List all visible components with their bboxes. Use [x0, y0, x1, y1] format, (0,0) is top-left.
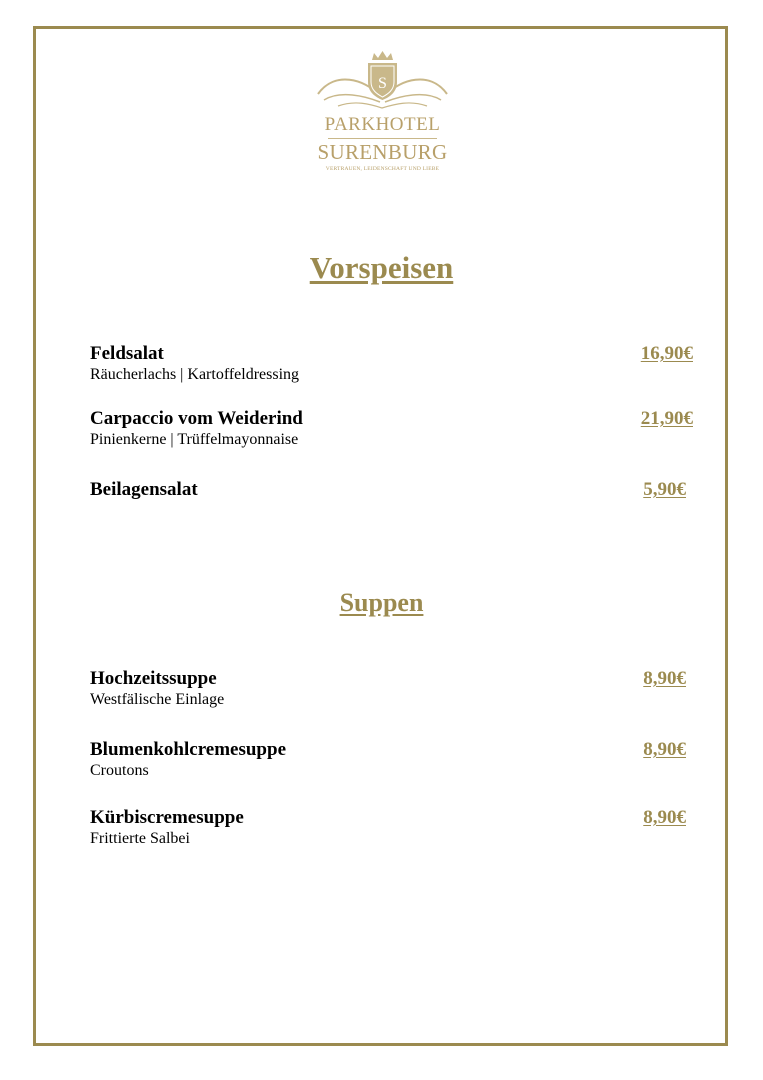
crest-monogram: S [378, 75, 387, 92]
menu-item [90, 408, 695, 450]
item-price: 5,90€ [643, 479, 686, 500]
item-description: Westfälische Einlage [90, 691, 225, 708]
item-name: Blumenkohlcremesuppe [90, 739, 287, 760]
menu-item [90, 479, 695, 501]
crest-icon [310, 50, 455, 114]
section-title-suppen: Suppen [339, 588, 424, 617]
menu-item [90, 807, 695, 849]
item-name: Hochzeitssuppe [90, 668, 217, 689]
item-price: 8,90€ [643, 807, 686, 828]
menu-item [90, 739, 695, 781]
item-description: Räucherlachs | Kartoffeldressing [90, 366, 300, 383]
item-price: 16,90€ [640, 343, 693, 364]
section-title-vorspeisen: Vorspeisen [309, 250, 454, 285]
item-description: Frittierte Salbei [90, 830, 190, 847]
brand-divider [328, 138, 437, 139]
item-description: Croutons [90, 762, 149, 779]
menu-item [90, 343, 695, 385]
item-name: Kürbiscremesuppe [90, 807, 244, 828]
brand-name-line1: PARKHOTEL [324, 114, 441, 135]
menu-item [90, 668, 695, 710]
item-price: 8,90€ [643, 739, 686, 760]
item-name: Carpaccio vom Weiderind [90, 408, 303, 429]
brand-name-line2: SURENBURG [317, 140, 448, 164]
item-price: 21,90€ [640, 408, 693, 429]
item-name: Feldsalat [90, 343, 164, 364]
brand-tagline: VERTRAUEN, LEIDENSCHAFT UND LIEBE [325, 166, 440, 172]
hotel-logo [310, 50, 455, 180]
item-name: Beilagensalat [90, 479, 198, 500]
item-description: Pinienkerne | Trüffelmayonnaise [90, 431, 299, 448]
item-price: 8,90€ [643, 668, 686, 689]
